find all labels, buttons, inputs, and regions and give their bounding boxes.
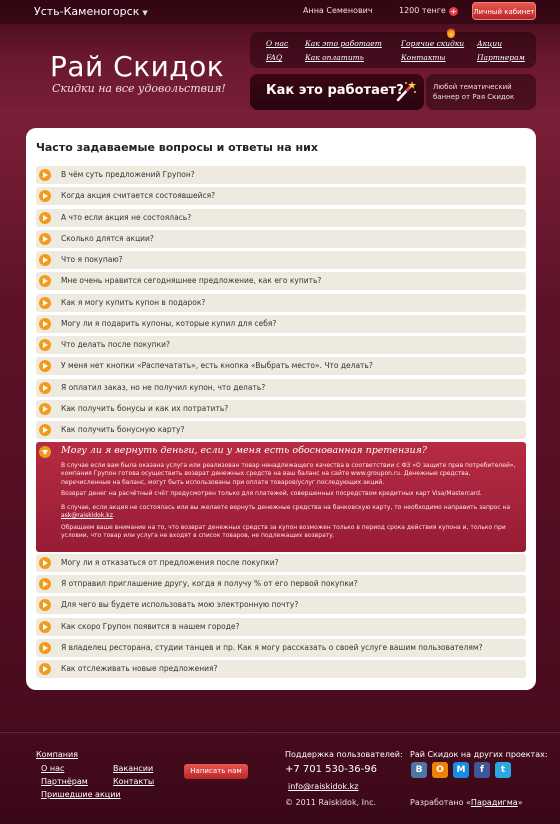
- footer-link-jobs[interactable]: Вакансии: [113, 764, 154, 773]
- nav-how-to-pay[interactable]: Как оплатить: [305, 53, 364, 62]
- flame-icon: [447, 26, 455, 38]
- balance: [399, 6, 458, 16]
- chevron-right-icon: [39, 424, 51, 436]
- faq-item[interactable]: [36, 336, 526, 354]
- faq-item[interactable]: [36, 357, 526, 375]
- faq-question[interactable]: Как получить бонусную карту?: [61, 425, 185, 434]
- faq-item[interactable]: [36, 251, 526, 269]
- faq-item[interactable]: [36, 315, 526, 333]
- chevron-right-icon: [39, 642, 51, 654]
- faq-item[interactable]: [36, 166, 526, 184]
- footer-email-link[interactable]: info@raiskidok.kz: [288, 782, 359, 791]
- chevron-right-icon: [39, 254, 51, 266]
- faq-item[interactable]: [36, 230, 526, 248]
- faq-item-open[interactable]: [36, 442, 526, 552]
- footer-link-contacts[interactable]: Контакты: [113, 777, 155, 786]
- faq-answer-paragraph: В случае, если акция не состоялась или вы желаете вернуть денежные средства на банковскую карту, то необходимо направить запрос на ask@raiskidok.kz.: [61, 504, 511, 520]
- faq-item[interactable]: [36, 554, 526, 572]
- faq-question[interactable]: Мне очень нравится сегодняшнее предложение, как его купить?: [61, 276, 322, 286]
- chevron-right-icon: [39, 275, 51, 287]
- developer-prefix: Разработано «: [410, 798, 471, 807]
- faq-question[interactable]: Для чего вы будете использовать мою электронную почту?: [61, 600, 299, 610]
- main-nav: [250, 32, 536, 68]
- faq-question[interactable]: Я владелец ресторана, студии танцев и пр. Как я могу рассказать о своей услуге вашим пользователям?: [61, 642, 483, 652]
- nav-contacts[interactable]: Контакты: [401, 53, 446, 62]
- faq-item[interactable]: [36, 660, 526, 678]
- faq-answer-paragraph: Обращаем ваше внимание на то, что возврат денежных средств за купон возможен только в период срока действия купона и, только при условии, что товар или услуга не входят в список товаров, не подлежащих возврату.: [61, 524, 506, 540]
- developer-credit: [410, 798, 523, 807]
- chevron-right-icon: [39, 599, 51, 611]
- faq-question[interactable]: Когда акция считается состоявшейся?: [61, 191, 216, 201]
- chevron-right-icon: [39, 403, 51, 415]
- chevron-right-icon: [39, 621, 51, 633]
- logo-subtitle: Скидки на все удовольствия!: [52, 82, 226, 95]
- chevron-down-icon: ▼: [142, 9, 148, 17]
- faq-question[interactable]: Могу ли я вернуть деньги, если у меня есть обоснованная претензия?: [61, 445, 427, 456]
- developer-link[interactable]: Парадигма: [470, 798, 518, 807]
- faq-question[interactable]: Могу ли я подарить купоны, которые купил для себя?: [61, 318, 277, 328]
- vk-icon[interactable]: В: [411, 762, 427, 778]
- chevron-right-icon: [39, 212, 51, 224]
- faq-answer-paragraph: В случае если вам была оказана услуга или реализован товар ненадлежащего качества в соответствии с ФЗ «О защите прав потребителей», компания Групон готова осуществить возврат денежных средств на ваш баланс на сайте www.groupon.ru. Денежные средства, перечисленные на баланс, могут быть использованы при оплате товаров/услуг последующих акций.: [61, 462, 516, 486]
- faq-question[interactable]: Как я могу купить купон в подарок?: [61, 297, 206, 307]
- support-label: Поддержка пользователей:: [285, 750, 403, 759]
- chevron-right-icon: [39, 233, 51, 245]
- copyright: © 2011 Raiskidok, Inc.: [285, 798, 377, 807]
- balance-value: 1200 тенге: [399, 6, 446, 15]
- support-email-link[interactable]: ask@raiskidok.kz: [61, 512, 113, 520]
- write-us-button[interactable]: Написать нам: [184, 764, 248, 779]
- chevron-right-icon: [39, 318, 51, 330]
- cabinet-button[interactable]: Личный кабинет: [472, 2, 536, 20]
- magic-wand-icon: [395, 80, 417, 102]
- faq-answer-paragraph: Возврат денег на расчётный счёт предусмотрен только для платежей, совершенных посредством кредитных карт Visa/Mastercard.: [61, 490, 482, 497]
- nav-how-it-works[interactable]: Как это работает: [305, 39, 382, 48]
- moimir-icon[interactable]: М: [453, 762, 469, 778]
- faq-question[interactable]: Я отправил приглашение другу, когда я получу % от его первой покупки?: [61, 579, 358, 589]
- faq-question[interactable]: Могу ли я отказаться от предложения после покупки?: [61, 558, 279, 567]
- how-it-works-label: Как это работает?: [266, 83, 404, 98]
- faq-item[interactable]: [36, 294, 526, 312]
- chevron-right-icon: [39, 339, 51, 351]
- promo-banner[interactable]: [426, 74, 536, 110]
- logo-title[interactable]: Рай Скидок: [50, 50, 225, 83]
- faq-item[interactable]: [36, 272, 526, 290]
- footer-company-link[interactable]: Компания: [36, 750, 78, 759]
- faq-item[interactable]: [36, 209, 526, 227]
- page-title: Часто задаваемые вопросы и ответы на них: [36, 141, 318, 154]
- chevron-right-icon: [39, 578, 51, 590]
- faq-item[interactable]: [36, 400, 526, 418]
- chevron-right-icon: [39, 557, 51, 569]
- faq-item[interactable]: [36, 379, 526, 397]
- nav-faq[interactable]: FAQ: [266, 53, 283, 62]
- faq-item[interactable]: [36, 639, 526, 657]
- faq-question[interactable]: В чём суть предложений Групон?: [61, 170, 195, 179]
- odnoklassniki-icon[interactable]: О: [432, 762, 448, 778]
- faq-question[interactable]: Как получить бонусы и как их потратить?: [61, 403, 229, 413]
- chevron-down-icon: [39, 446, 51, 458]
- twitter-icon[interactable]: t: [495, 762, 511, 778]
- faq-question[interactable]: Что я покупаю?: [61, 255, 123, 264]
- promo-text: Любой тематический баннер от Рая Скидок: [433, 83, 515, 101]
- faq-question[interactable]: Как скоро Групон появится в нашем городе?: [61, 621, 240, 631]
- footer-link-past-deals[interactable]: Пришедшие акции: [41, 790, 121, 799]
- faq-question[interactable]: Сколько длятся акции?: [61, 233, 154, 243]
- nav-partners[interactable]: Партнерам: [477, 53, 525, 62]
- city-label: Усть-Каменогорск: [34, 5, 140, 18]
- faq-answer-text: В случае, если акция не состоялась или вы желаете вернуть денежные средства на банковскую карту, то необходимо направить запрос на: [61, 504, 511, 511]
- faq-item[interactable]: [36, 618, 526, 636]
- support-phone: +7 701 530-36-96: [285, 764, 377, 775]
- how-it-works-banner[interactable]: [250, 74, 424, 110]
- chevron-right-icon: [39, 360, 51, 372]
- faq-question[interactable]: А что если акция не состоялась?: [61, 212, 192, 222]
- faq-question[interactable]: Я оплатил заказ, но не получил купон, что делать?: [61, 382, 266, 392]
- footer-divider: [0, 732, 560, 733]
- chevron-right-icon: [39, 663, 51, 675]
- faq-question[interactable]: Что делать после покупки?: [61, 340, 171, 349]
- chevron-right-icon: [39, 190, 51, 202]
- social-label: Рай Скидок на других проектах:: [410, 750, 548, 759]
- chevron-right-icon: [39, 297, 51, 309]
- faq-question[interactable]: У меня нет кнопки «Распечатать», есть кнопка «Выбрать место». Что делать?: [61, 361, 373, 371]
- facebook-icon[interactable]: f: [474, 762, 490, 778]
- faq-item[interactable]: [36, 421, 526, 439]
- footer-link-partners[interactable]: Партнёрам: [41, 777, 88, 786]
- city-selector[interactable]: [34, 5, 148, 18]
- faq-item[interactable]: [36, 187, 526, 205]
- nav-promotions[interactable]: Акции: [477, 39, 503, 48]
- faq-item[interactable]: [36, 575, 526, 593]
- plus-icon[interactable]: +: [449, 7, 457, 16]
- developer-suffix: »: [517, 798, 523, 807]
- nav-about[interactable]: О нас: [266, 39, 289, 48]
- username[interactable]: Анна Семенович: [303, 6, 373, 15]
- chevron-right-icon: [39, 382, 51, 394]
- faq-question[interactable]: Как отслеживать новые предложения?: [61, 664, 218, 673]
- faq-item[interactable]: [36, 596, 526, 614]
- nav-hot-deals[interactable]: Горячие скидки: [401, 39, 465, 48]
- chevron-right-icon: [39, 169, 51, 181]
- footer-link-about[interactable]: О нас: [41, 764, 65, 773]
